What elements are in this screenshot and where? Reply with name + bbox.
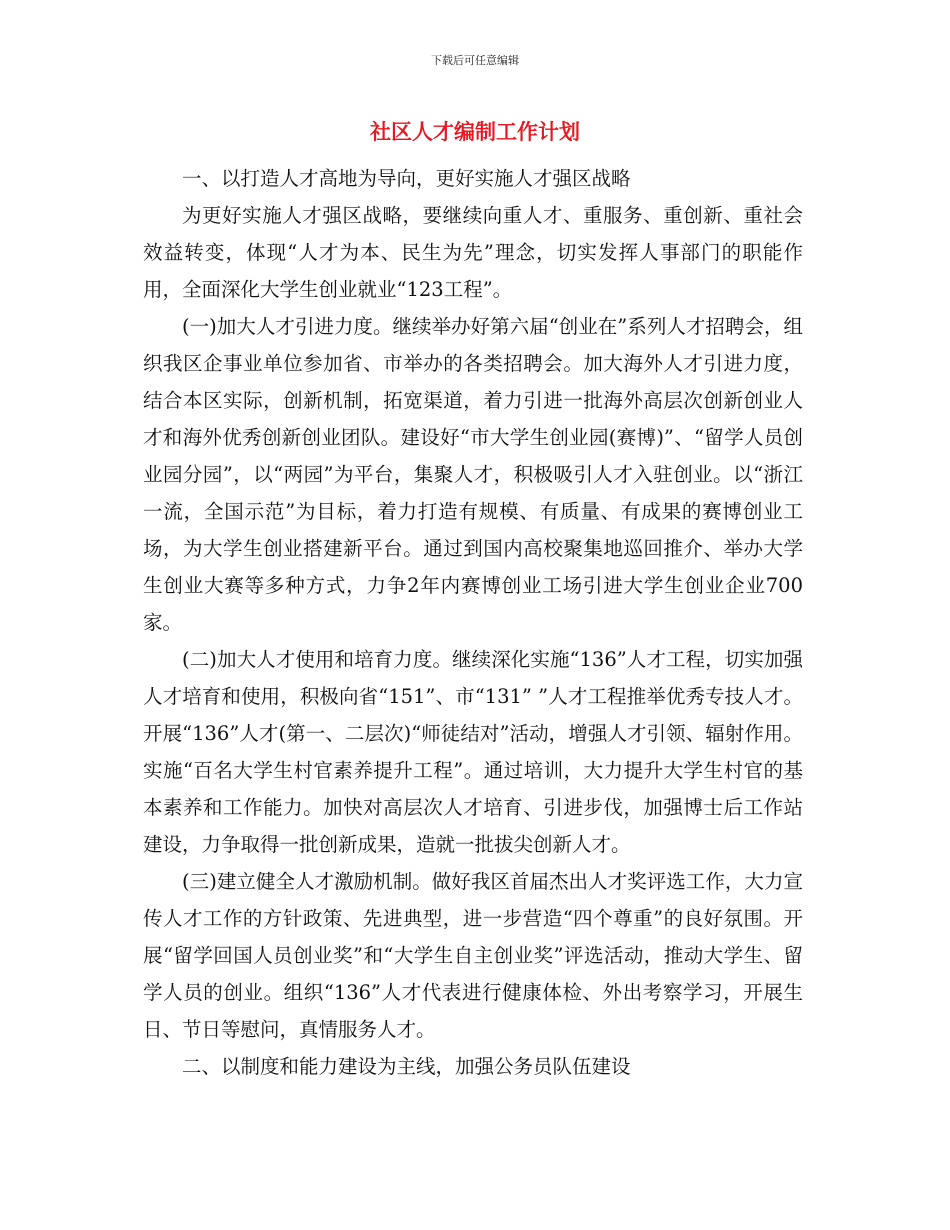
paragraph-intro: 为更好实施人才强区战略，要继续向重人才、重服务、重创新、重社会效益转变，体现“人才为本、民生为先”理念，切实发挥人事部门的职能作用，全面深化大学生创业就业“123工程”。 (143, 204, 803, 301)
document-title: 社区人才编制工作计划 (370, 120, 580, 144)
paragraph-talent-cultivation: (二)加大人才使用和培育力度。继续深化实施“136”人才工程，切实加强人才培育和使用，积极向省“151”、市“131” ”人才工程推举优秀专技人才。开展“136”人才(第一、二层次)“师徒结对”活动，增强人才引领、辐射作用。实施“百名大学生村官素养提升工程”。通过培训，大力提升大学生村官的基本素养和工作能力。加快对高层次人才培育、引进步伐，加强博士后工作站建设，力争取得一批创新成果，造就一批拔尖创新人才。 (143, 648, 803, 856)
header-note: 下载后可任意编辑 (431, 54, 519, 67)
section-heading-1: 一、以打造人才高地为导向，更好实施人才强区战略 (182, 167, 631, 190)
paragraph-talent-incentive: (三)建立健全人才激励机制。做好我区首届杰出人才奖评选工作，大力宣传人才工作的方针政策、先进典型，进一步营造“四个尊重”的良好氛围。开展“留学回国人员创业奖”和“大学生自主创业奖”评选活动，推动大学生、留学人员的创业。组织“136”人才代表进行健康体检、外出考察学习，开展生日、节日等慰问，真情服务人才。 (143, 870, 803, 1041)
document-body (143, 160, 803, 1085)
paragraph-talent-introduction: (一)加大人才引进力度。继续举办好第六届“创业在”系列人才招聘会，组织我区企事业单位参加省、市举办的各类招聘会。加大海外人才引进力度，结合本区实际，创新机制，拓宽渠道，着力引进一批海外高层次创新创业人才和海外优秀创新创业团队。建设好“市大学生创业园(赛博)”、“留学人员创业园分园”，以“两园”为平台，集聚人才，积极吸引人才入驻创业。以“浙江一流，全国示范”为目标，着力打造有规模、有质量、有成果的赛博创业工场，为大学生创业搭建新平台。通过到国内高校聚集地巡回推介、举办大学生创业大赛等多种方式，力争2年内赛博创业工场引进大学生创业企业700家。 (143, 315, 803, 634)
section-heading-2: 二、以制度和能力建设为主线，加强公务员队伍建设 (182, 1055, 631, 1078)
